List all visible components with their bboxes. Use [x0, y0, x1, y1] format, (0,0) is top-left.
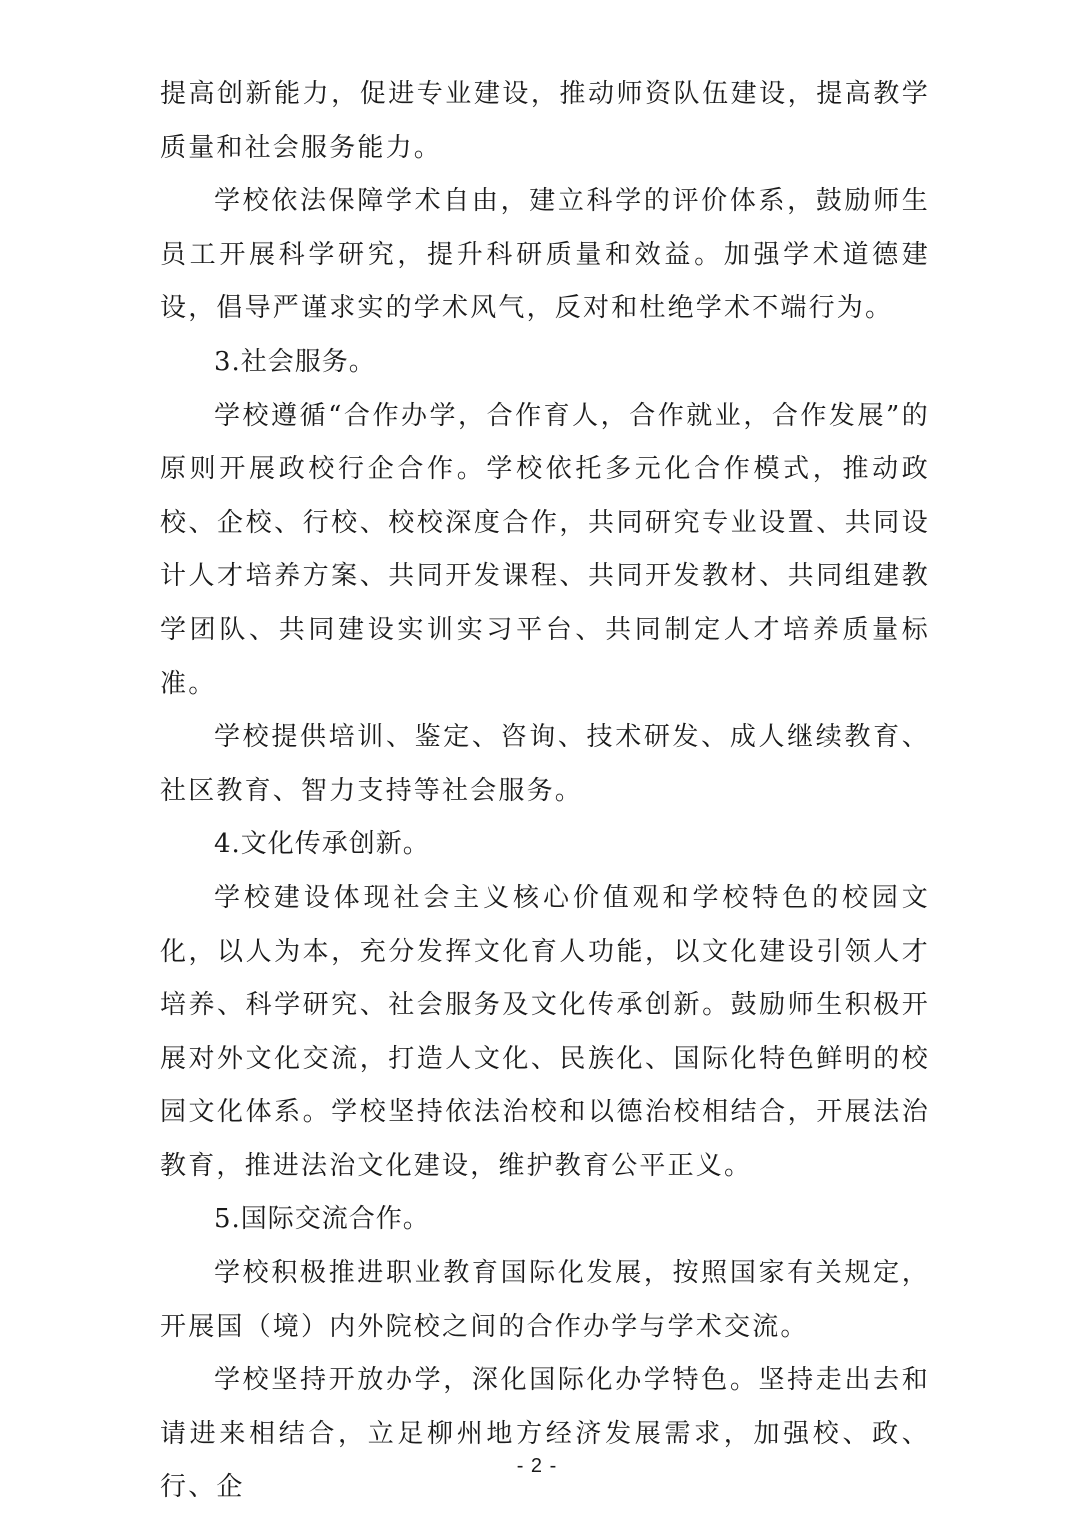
paragraph-international-cooperation: 学校积极推进职业教育国际化发展，按照国家有关规定，开展国（境）内外院校之间的合作办学与学术交流。	[160, 1258, 930, 1342]
section-heading-culture: 4.文化传承创新。	[214, 829, 430, 860]
paragraph-open-education: 学校坚持开放办学，深化国际化办学特色。坚持走出去和请进来相结合，立足柳州地方经济发展需求，加强校、政、行、企	[160, 1365, 930, 1503]
paragraph-social-services: 学校提供培训、鉴定、咨询、技术研发、成人继续教育、社区教育、智力支持等社会服务。	[160, 722, 930, 806]
paragraph-continuation: 提高创新能力，促进专业建设，推动师资队伍建设，提高教学质量和社会服务能力。	[160, 79, 930, 163]
section-heading-international: 5.国际交流合作。	[214, 1204, 430, 1235]
document-body	[160, 68, 930, 1515]
page-number: - 2 -	[516, 1455, 558, 1477]
paragraph-academic-freedom: 学校依法保障学术自由，建立科学的评价体系，鼓励师生员工开展科学研究，提升科研质量和效益。加强学术道德建设，倡导严谨求实的学术风气，反对和杜绝学术不端行为。	[160, 186, 930, 324]
paragraph-cooperation-principle: 学校遵循“合作办学，合作育人，合作就业，合作发展”的原则开展政校行企合作。学校依托多元化合作模式，推动政校、企校、行校、校校深度合作，共同研究专业设置、共同设计人才培养方案、共同开发课程、共同开发教材、共同组建教学团队、共同建设实训实习平台、共同制定人才培养质量标准。	[160, 400, 930, 699]
paragraph-campus-culture: 学校建设体现社会主义核心价值观和学校特色的校园文化，以人为本，充分发挥文化育人功能，以文化建设引领人才培养、科学研究、社会服务及文化传承创新。鼓励师生积极开展对外文化交流，打造人文化、民族化、国际化特色鲜明的校园文化体系。学校坚持依法治校和以德治校相结合，开展法治教育，推进法治文化建设，维护教育公平正义。	[160, 882, 930, 1181]
section-heading-social-service: 3.社会服务。	[214, 346, 376, 377]
